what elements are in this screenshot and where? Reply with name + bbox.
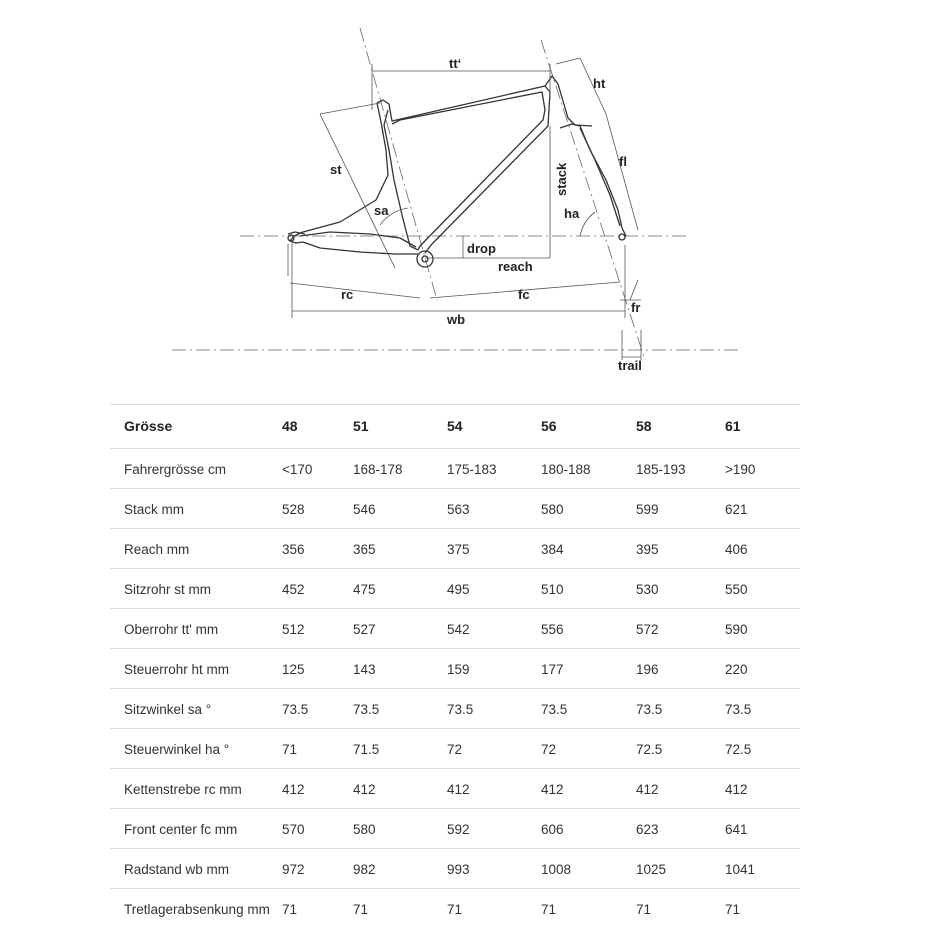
table-cell: 592 xyxy=(447,809,541,849)
table-cell: 623 xyxy=(636,809,725,849)
table-cell: 185-193 xyxy=(636,449,725,489)
row-label: Sitzwinkel sa ° xyxy=(110,689,282,729)
table-cell: 73.5 xyxy=(447,689,541,729)
table-cell: 177 xyxy=(541,649,636,689)
table-row xyxy=(110,569,800,609)
table-row xyxy=(110,609,800,649)
table-cell: 599 xyxy=(636,489,725,529)
table-cell: 641 xyxy=(725,809,800,849)
table-cell: 143 xyxy=(353,649,447,689)
header-cell: 48 xyxy=(282,405,353,449)
row-label: Stack mm xyxy=(110,489,282,529)
table-cell: 72 xyxy=(447,729,541,769)
row-label: Reach mm xyxy=(110,529,282,569)
table-row xyxy=(110,529,800,569)
row-label: Steuerrohr ht mm xyxy=(110,649,282,689)
geometry-table xyxy=(110,404,800,946)
table-cell: 73.5 xyxy=(353,689,447,729)
table-cell: 375 xyxy=(447,529,541,569)
table-cell: 71 xyxy=(541,889,636,946)
label-drop: drop xyxy=(467,241,496,256)
label-tt: tt‘ xyxy=(449,56,461,71)
table-cell: 550 xyxy=(725,569,800,609)
table-cell: >190 xyxy=(725,449,800,489)
table-cell: 590 xyxy=(725,609,800,649)
header-cell: 61 xyxy=(725,405,800,449)
row-label: Tretlagerabsenkung mm xyxy=(110,889,282,946)
table-cell: 220 xyxy=(725,649,800,689)
table-cell: 412 xyxy=(541,769,636,809)
table-cell: 72.5 xyxy=(636,729,725,769)
label-fl: fl xyxy=(619,154,627,169)
label-fr: fr xyxy=(631,300,640,315)
label-rc: rc xyxy=(341,287,353,302)
label-ha: ha xyxy=(564,206,580,221)
label-sa: sa xyxy=(374,203,389,218)
label-wb: wb xyxy=(446,312,465,327)
table-row xyxy=(110,689,800,729)
table-cell: 73.5 xyxy=(725,689,800,729)
table-cell: 1008 xyxy=(541,849,636,889)
header-cell: 54 xyxy=(447,405,541,449)
table-cell: 73.5 xyxy=(636,689,725,729)
row-label: Fahrergrösse cm xyxy=(110,449,282,489)
table-row xyxy=(110,649,800,689)
table-cell: 168-178 xyxy=(353,449,447,489)
table-cell: 475 xyxy=(353,569,447,609)
row-label: Front center fc mm xyxy=(110,809,282,849)
header-cell: Grösse xyxy=(110,405,282,449)
header-cell: 58 xyxy=(636,405,725,449)
table-row xyxy=(110,849,800,889)
table-cell: 73.5 xyxy=(282,689,353,729)
table-cell: 546 xyxy=(353,489,447,529)
table-cell: 580 xyxy=(353,809,447,849)
table-cell: 527 xyxy=(353,609,447,649)
table-cell: 982 xyxy=(353,849,447,889)
table-cell: 412 xyxy=(725,769,800,809)
header-cell: 51 xyxy=(353,405,447,449)
table-cell: 384 xyxy=(541,529,636,569)
table-cell: 1041 xyxy=(725,849,800,889)
table-cell: 412 xyxy=(447,769,541,809)
table-row xyxy=(110,889,800,946)
table-cell: 556 xyxy=(541,609,636,649)
table-row xyxy=(110,489,800,529)
table-cell: 412 xyxy=(282,769,353,809)
table-cell: 510 xyxy=(541,569,636,609)
header-cell: 56 xyxy=(541,405,636,449)
table-row xyxy=(110,449,800,489)
table-row xyxy=(110,769,800,809)
table-cell: 572 xyxy=(636,609,725,649)
seat-axis-line xyxy=(360,28,437,300)
table-cell: 606 xyxy=(541,809,636,849)
table-cell: 196 xyxy=(636,649,725,689)
table-cell: 1025 xyxy=(636,849,725,889)
table-cell: 972 xyxy=(282,849,353,889)
table-cell: 542 xyxy=(447,609,541,649)
table-cell: 71 xyxy=(725,889,800,946)
row-label: Sitzrohr st mm xyxy=(110,569,282,609)
label-reach: reach xyxy=(498,259,533,274)
table-cell: 159 xyxy=(447,649,541,689)
table-cell: 412 xyxy=(636,769,725,809)
table-cell: 71 xyxy=(353,889,447,946)
label-fc: fc xyxy=(518,287,530,302)
table-cell: 71 xyxy=(636,889,725,946)
table-cell: 175-183 xyxy=(447,449,541,489)
table-cell: 563 xyxy=(447,489,541,529)
table-cell: 72 xyxy=(541,729,636,769)
row-label: Steuerwinkel ha ° xyxy=(110,729,282,769)
row-label: Radstand wb mm xyxy=(110,849,282,889)
table-cell: 71 xyxy=(447,889,541,946)
table-cell: 73.5 xyxy=(541,689,636,729)
table-cell: 570 xyxy=(282,809,353,849)
table-cell: 180-188 xyxy=(541,449,636,489)
table-cell: 512 xyxy=(282,609,353,649)
table-cell: 452 xyxy=(282,569,353,609)
table-cell: 71 xyxy=(282,729,353,769)
row-label: Kettenstrebe rc mm xyxy=(110,769,282,809)
table-cell: 125 xyxy=(282,649,353,689)
table-cell: 71.5 xyxy=(353,729,447,769)
label-stack: stack xyxy=(554,162,569,196)
table-cell: 621 xyxy=(725,489,800,529)
table-cell: 395 xyxy=(636,529,725,569)
label-ht: ht xyxy=(593,76,606,91)
table-cell: 993 xyxy=(447,849,541,889)
table-cell: 580 xyxy=(541,489,636,529)
table-cell: 530 xyxy=(636,569,725,609)
table-cell: 412 xyxy=(353,769,447,809)
table-cell: 71 xyxy=(282,889,353,946)
table-cell: 406 xyxy=(725,529,800,569)
table-row xyxy=(110,809,800,849)
label-trail: trail xyxy=(618,358,642,373)
row-label: Oberrohr tt' mm xyxy=(110,609,282,649)
table-cell: 356 xyxy=(282,529,353,569)
table-cell: 365 xyxy=(353,529,447,569)
table-header-row xyxy=(110,405,800,449)
table-cell: 495 xyxy=(447,569,541,609)
frame-geometry-diagram xyxy=(0,0,934,400)
table-row xyxy=(110,729,800,769)
table-cell: 72.5 xyxy=(725,729,800,769)
table-cell: <170 xyxy=(282,449,353,489)
label-st: st xyxy=(330,162,342,177)
table-cell: 528 xyxy=(282,489,353,529)
